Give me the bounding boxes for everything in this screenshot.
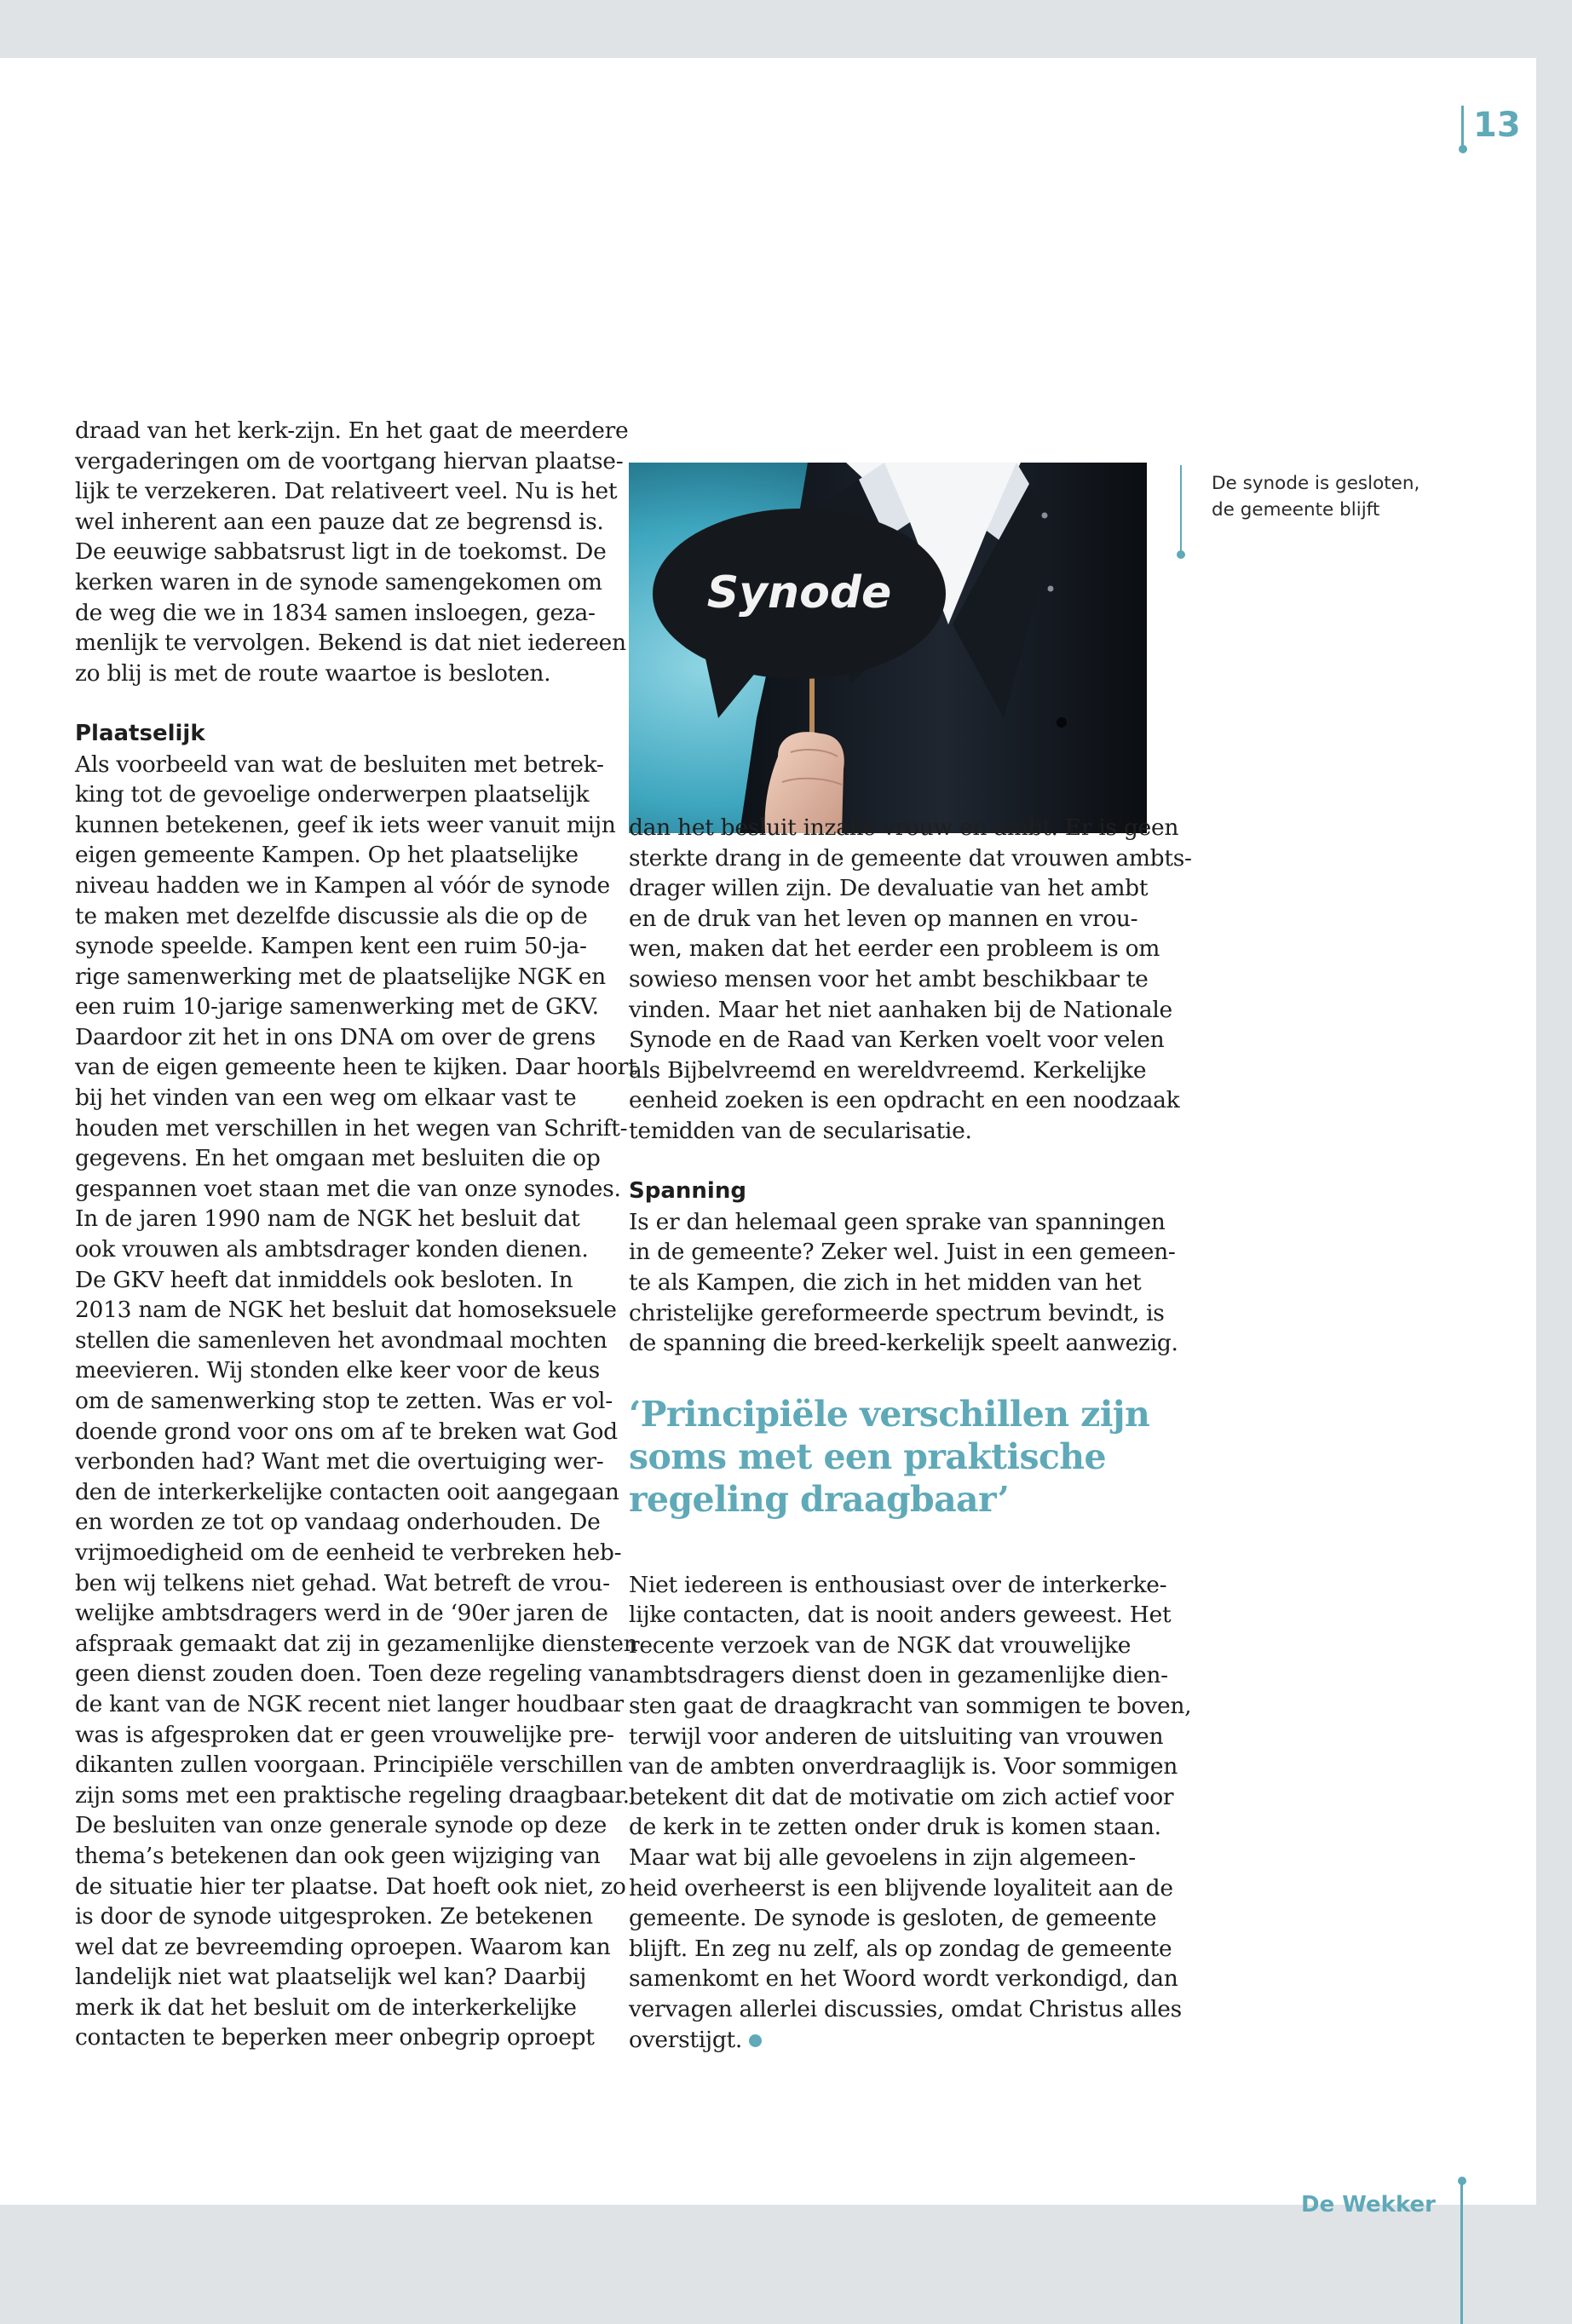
magazine-page (0, 58, 1536, 2218)
middle-intro-paragraph (629, 813, 1192, 1147)
text-line: te als Kampen, die zich in het midden van het (629, 1268, 1142, 1296)
text-line: gemeente. De synode is gesloten, de gemeente (629, 1905, 1157, 1932)
footer-dot (1458, 2177, 1466, 2185)
text-line: betekent dit dat de motivatie om zich actief voor (629, 1783, 1174, 1810)
text-line: ben wij telkens niet gehad. Wat betreft de vrou- (75, 1569, 610, 1596)
text-line: en worden ze tot op vandaag onderhouden. De (75, 1509, 601, 1536)
text-line: rige samenwerking met de plaatselijke NGK en (75, 963, 606, 990)
text-line: eenheid zoeken is een opdracht en een noodzaak (629, 1087, 1180, 1114)
page-number: 13 (1473, 106, 1521, 145)
sidebar-quote-dot (1177, 550, 1185, 559)
text-line: Als voorbeeld van wat de besluiten met betrek- (75, 751, 604, 778)
footer (1278, 2175, 1465, 2324)
text-line: lijk te verzekeren. Dat relativeert veel. Nu is het (75, 478, 618, 505)
text-line: vrijmoedigheid om de eenheid te verbreken heb- (75, 1539, 622, 1566)
pull-quote-line: soms met een praktische (629, 1435, 1106, 1477)
text-line: meevieren. Wij stonden elke keer voor de keus (75, 1357, 600, 1384)
text-line: was is afgesproken dat er geen vrouwelijke pre- (75, 1721, 614, 1748)
text-line: sterkte drang in de gemeente dat vrouwen ambts- (629, 844, 1192, 872)
text-line: overstijgt. (629, 2025, 1150, 2056)
left-body-paragraph (75, 750, 638, 2054)
text-line: verbonden had? Want met die overtuiging wer- (75, 1448, 604, 1476)
text-line: niveau hadden we in Kampen al vóór de synode (75, 872, 610, 899)
text-line: van de eigen gemeente heen te kijken. Daar hoort (75, 1054, 637, 1081)
footer-rule (1460, 2182, 1463, 2324)
text-line: Is er dan helemaal geen sprake van spanningen (629, 1208, 1166, 1235)
text-line: ambtsdragers dienst doen in gezamenlijke dien- (629, 1662, 1168, 1689)
text-line: synode speelde. Kampen kent een ruim 50-ja- (75, 933, 587, 960)
text-line: de situatie hier ter plaatse. Dat hoeft ook niet, zo (75, 1872, 626, 1900)
text-line: christelijke gereformeerde spectrum bevindt, is (629, 1299, 1165, 1326)
text-line: wel inherent aan een pauze dat ze begrensd is. (75, 508, 604, 535)
speech-bubble-sign-photo (629, 463, 1147, 833)
text-line: de spanning die breed-kerkelijk speelt aanwezig. (629, 1330, 1178, 1357)
text-line: bij het vinden van een weg om elkaar vast te (75, 1084, 577, 1112)
sidebar-quote (1180, 465, 1461, 557)
pull-quote-line: regeling draagbaar’ (629, 1478, 1010, 1520)
synode-sign-text: Synode (706, 567, 892, 618)
text-line: Maar wat bij alle gevoelens in zijn algemeen- (629, 1844, 1136, 1872)
text-line: wen, maken dat het eerder een probleem is om (629, 935, 1160, 963)
text-line: afspraak gemaakt dat zij in gezamenlijke diensten (75, 1630, 638, 1657)
left-column (75, 416, 638, 2053)
text-line: temidden van de secularisatie. (629, 1117, 972, 1144)
text-line: gegevens. En het omgaan met besluiten die op (75, 1145, 601, 1172)
text-line: thema’s betekenen dan ook geen wijziging van (75, 1842, 601, 1869)
text-line: sten gaat de draagkracht van sommigen te boven, (629, 1693, 1192, 1720)
text-line: De besluiten van onze generale synode op deze (75, 1812, 607, 1839)
text-line: kerken waren in de synode samengekomen om (75, 568, 602, 595)
text-line: zijn soms met een praktische regeling draagbaar. (75, 1781, 630, 1809)
text-line: geen dienst zouden doen. Toen deze regeling van (75, 1660, 629, 1688)
text-line: de kerk in te zetten onder druk is komen staan. (629, 1814, 1161, 1841)
sidebar-quote-line: de gemeente blijft (1212, 499, 1380, 521)
text-line: vergaderingen om de voortgang hiervan plaatse- (75, 447, 624, 475)
text-line: recente verzoek van de NGK dat vrouwelijke (629, 1631, 1131, 1659)
text-line: van de ambten onverdraaglijk is. Voor sommigen (629, 1753, 1178, 1780)
text-line: dikanten zullen voorgaan. Principiële verschillen (75, 1752, 623, 1779)
subhead-spanning: Spanning (629, 1178, 746, 1205)
text-line: terwijl voor anderen de uitsluiting van vrouwen (629, 1723, 1164, 1750)
text-line: doende grond voor ons om af te breken wat God (75, 1418, 618, 1445)
text-line: landelijk niet wat plaatselijk wel kan? Daarbij (75, 1964, 586, 1991)
text-line: als Bijbelvreemd en wereldvreemd. Kerkelijke (629, 1056, 1147, 1084)
text-line: king tot de gevoelige onderwerpen plaatselijk (75, 781, 590, 808)
text-line: den de interkerkelijke contacten ooit aangegaan (75, 1478, 619, 1505)
text-line: wel dat ze bevreemding oproepen. Waarom kan (75, 1933, 611, 1960)
text-line: en de druk van het leven op mannen en vrou- (629, 905, 1138, 932)
left-intro-paragraph (75, 416, 629, 688)
text-line: merk ik dat het besluit om de interkerkelijke (75, 1993, 577, 2021)
text-line: welijke ambtsdragers werd in de ‘90er jaren de (75, 1600, 608, 1627)
end-mark-dot (749, 2034, 762, 2047)
text-line: de weg die we in 1834 samen insloegen, geza- (75, 599, 596, 626)
text-line: menlijk te vervolgen. Bekend is dat niet iedereen (75, 630, 626, 657)
text-line: draad van het kerk-zijn. En het gaat de meerdere (75, 417, 629, 444)
text-line: eigen gemeente Kampen. Op het plaatselijke (75, 842, 579, 869)
text-line: stellen die samenleven het avondmaal mochten (75, 1326, 607, 1354)
text-line: zo blij is met de route waartoe is besloten. (75, 659, 551, 687)
text-line: De GKV heeft dat inmiddels ook besloten. In (75, 1266, 573, 1293)
text-line: te maken met dezelfde discussie als die op de (75, 902, 588, 929)
subhead-plaatselijk: Plaatselijk (75, 720, 205, 746)
closing-paragraph (629, 1570, 1192, 2056)
text-line: 2013 nam de NGK het besluit dat homoseksuele (75, 1297, 617, 1324)
sidebar-quote-line: De synode is gesloten, (1212, 473, 1420, 494)
text-line: een ruim 10-jarige samenwerking met de GKV. (75, 993, 599, 1021)
synode-photo (629, 463, 1147, 833)
text-line: In de jaren 1990 nam de NGK het besluit dat (75, 1205, 580, 1233)
text-line: de kant van de NGK recent niet langer houdbaar (75, 1690, 624, 1717)
text-line: De eeuwige sabbatsrust ligt in de toekomst. De (75, 538, 607, 566)
text-line: houden met verschillen in het wegen van Schrift- (75, 1114, 628, 1142)
text-line: dan het besluit inzake vrouw en ambt. Er is geen (629, 814, 1179, 841)
text-line: is door de synode uitgesproken. Ze betekenen (75, 1903, 593, 1930)
page-number-rule (1461, 106, 1464, 148)
text-line: kunnen betekenen, geef ik iets weer vanuit mijn (75, 811, 616, 838)
text-line: samenkomt en het Woord wordt verkondigd, dan (629, 1965, 1178, 1993)
sidebar-quote-rule (1180, 465, 1182, 554)
page-number-dot (1459, 145, 1467, 153)
text-line: vinden. Maar het niet aanhaken bij de Nationale (629, 996, 1172, 1023)
text-line: drager willen zijn. De devaluatie van het ambt (629, 875, 1149, 902)
text-line: sowieso mensen voor het ambt beschikbaar te (629, 965, 1149, 992)
text-line: contacten te beperken meer onbegrip oproept (75, 2024, 595, 2051)
pull-quote-line: ‘Principiële verschillen zijn (629, 1393, 1150, 1435)
pull-quote (629, 1393, 1150, 1521)
middle-column (629, 813, 1192, 2055)
text-line: gespannen voet staan met die van onze synodes. (75, 1175, 621, 1202)
spanning-paragraph (629, 1207, 1178, 1359)
text-line: lijke contacten, dat is nooit anders geweest. Het (629, 1602, 1172, 1629)
text-line: om de samenwerking stop te zetten. Was er vol- (75, 1388, 613, 1414)
text-line: Daardoor zit het in ons DNA om over de grens (75, 1023, 596, 1050)
text-line: Synode en de Raad van Kerken voelt voor velen (629, 1027, 1165, 1054)
text-line: ook vrouwen als ambtsdrager konden dienen. (75, 1236, 589, 1263)
text-line: vervagen allerlei discussies, omdat Christus alles (629, 1996, 1182, 2022)
publication-name: De Wekker (1301, 2192, 1436, 2218)
text-line: Niet iedereen is enthousiast over de interkerke- (629, 1571, 1167, 1598)
text-line: heid overheerst is een blijvende loyaliteit aan de (629, 1874, 1173, 1901)
text-line: blijft. En zeg nu zelf, als op zondag de gemeente (629, 1935, 1172, 1962)
sidebar-quote-text (1212, 470, 1467, 523)
text-line: in de gemeente? Zeker wel. Juist in een gemeen- (629, 1239, 1176, 1266)
